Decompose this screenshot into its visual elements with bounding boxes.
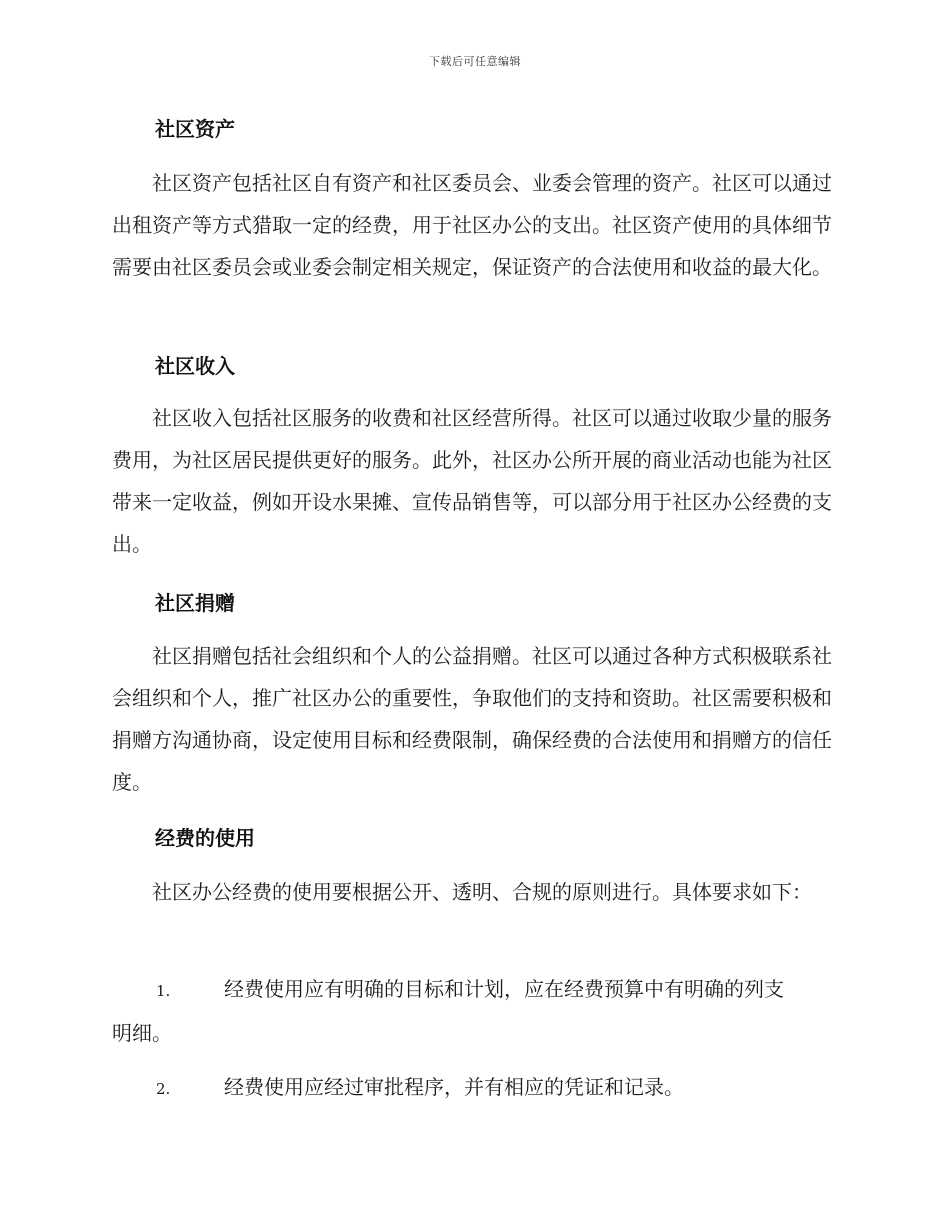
list-item-number: 2. — [156, 1080, 171, 1098]
list-item — [112, 968, 832, 1054]
section-heading-usage: 经费的使用 — [155, 826, 255, 850]
list-item-text: 经费使用应有明确的目标和计划，应在经费预算中有明确的列支 — [224, 977, 784, 1001]
list-item — [112, 1066, 832, 1110]
section-paragraph-income: 社区收入包括社区服务的收费和社区经营所得。社区可以通过收取少量的服务费用，为社区居民提供更好的服务。此外，社区办公所开展的商业活动也能为社区带来一定收益，例如开设水果摊、宣传品销售等，可以部分用于社区办公经费的支出。 — [112, 406, 832, 556]
section-heading-donations: 社区捐赠 — [155, 591, 235, 615]
list-item-text-continued: 明细。 — [112, 1021, 172, 1045]
section-heading-assets: 社区资产 — [155, 117, 235, 141]
list-item-text: 经费使用应经过审批程序，并有相应的凭证和记录。 — [224, 1075, 684, 1099]
page-header-note: 下载后可任意编辑 — [429, 55, 521, 68]
section-heading-income: 社区收入 — [155, 354, 235, 378]
list-item-number: 1. — [156, 982, 171, 1000]
section-paragraph-donations: 社区捐赠包括社会组织和个人的公益捐赠。社区可以通过各种方式积极联系社会组织和个人，推广社区办公的重要性，争取他们的支持和资助。社区需要积极和捐赠方沟通协商，设定使用目标和经费限制，确保经费的合法使用和捐赠方的信任度。 — [112, 644, 832, 794]
section-paragraph-usage: 社区办公经费的使用要根据公开、透明、合规的原则进行。具体要求如下： — [152, 880, 812, 904]
section-paragraph-assets: 社区资产包括社区自有资产和社区委员会、业委会管理的资产。社区可以通过出租资产等方式猎取一定的经费，用于社区办公的支出。社区资产使用的具体细节需要由社区委员会或业委会制定相关规定，保证资产的合法使用和收益的最大化。 — [112, 171, 832, 279]
